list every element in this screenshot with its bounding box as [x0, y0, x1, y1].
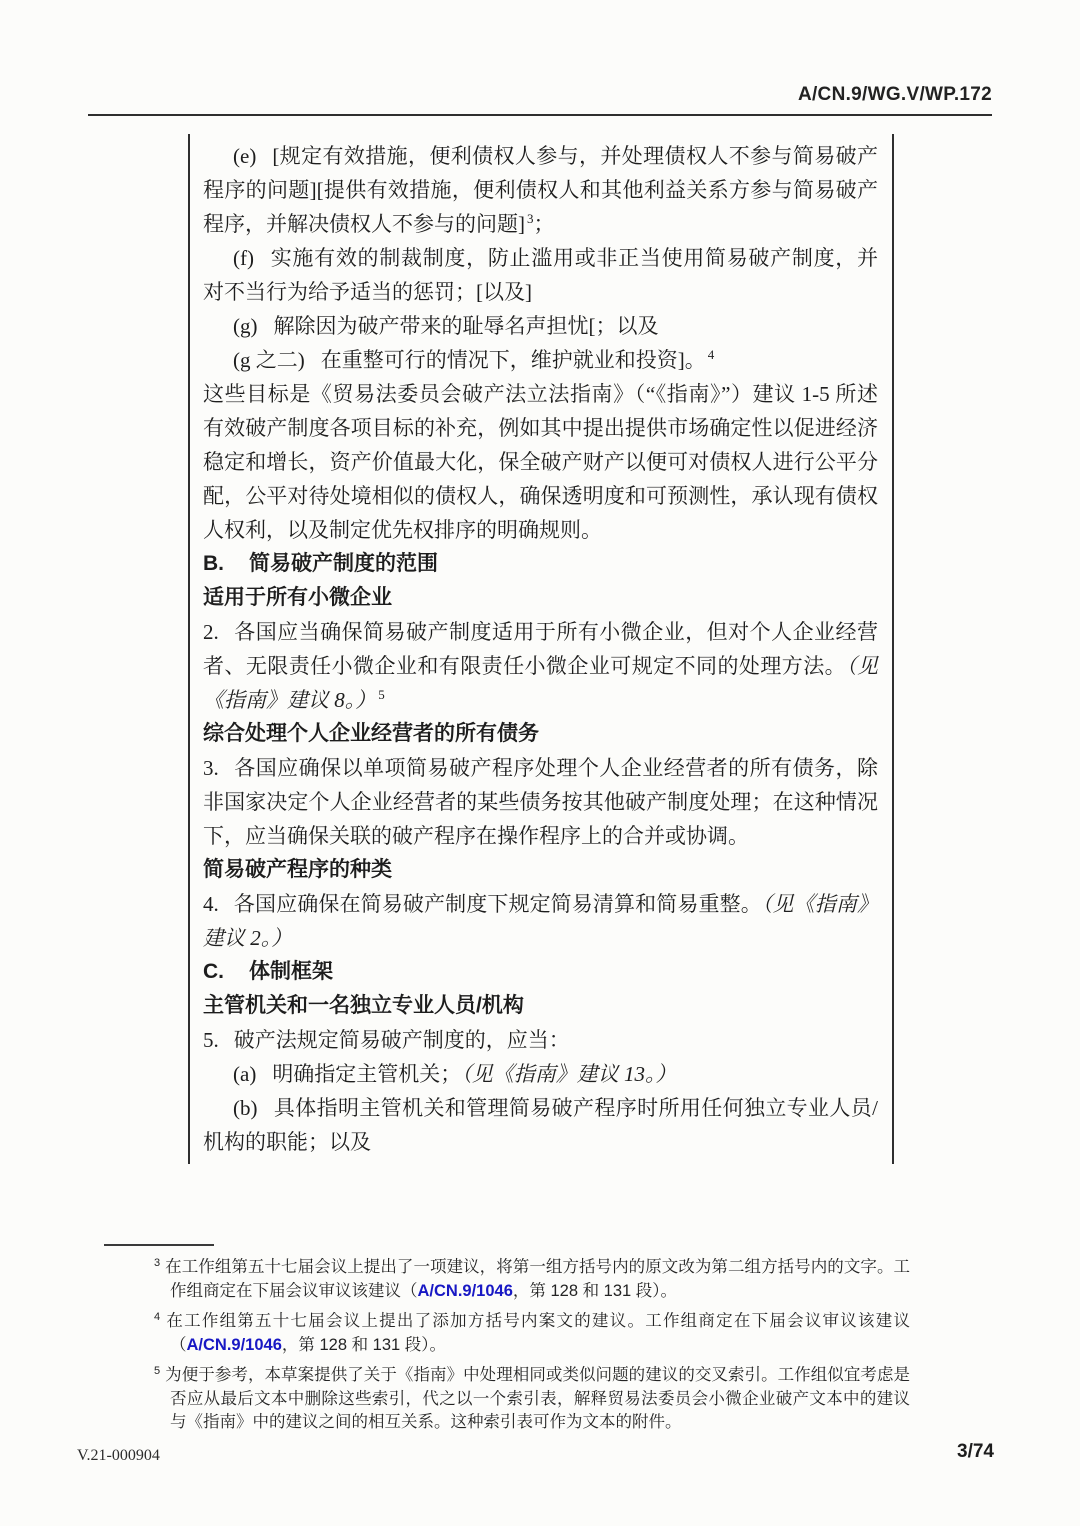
paragraph-4-see-ref: （见《指南》建议 2。）	[203, 892, 879, 950]
footnote-4-text: 在工作组第五十七届会议上提出了添加方括号内案文的建议。工作组商定在下届会议审议该建议（	[165, 1312, 910, 1354]
paragraph-g-bis	[203, 343, 878, 377]
footnote-ref-5: 5	[378, 687, 385, 702]
list-label-e: (e)	[233, 144, 257, 168]
footnote-4	[154, 1310, 910, 1357]
header-rule	[88, 114, 992, 116]
subheading-scope: 适用于所有小微企业	[203, 586, 392, 609]
heading-label-c: C.	[203, 960, 224, 983]
subheading-types: 简易破产程序的种类	[203, 858, 392, 881]
footnote-5-number: 5	[154, 1364, 161, 1377]
document-number: V.21-000904	[77, 1447, 160, 1464]
subheading-authority: 主管机关和一名独立专业人员/机构	[203, 994, 524, 1017]
footnote-4-number: 4	[154, 1310, 161, 1323]
paragraph-5-number: 5.	[203, 1028, 219, 1052]
paragraph-4-text: 各国应确保在简易破产制度下规定简易清算和简易重整。	[233, 892, 762, 916]
list-label-g: (g)	[233, 314, 258, 338]
footnote-5-text: 为便于参考，本草案提供了关于《指南》中处理相同或类似问题的建议的交叉索引。工作组似宜考虑是否应从最后文本中删除这些索引，代之以一个索引表，解释贸易法委员会小微企业破产文本中的建议与《指南》中的建议之间的相互关系。这种索引表可作为文本的附件。	[165, 1366, 910, 1431]
paragraph-objectives-text: 这些目标是《贸易法委员会破产法立法指南》（“《指南》”）建议 1-5 所述有效破产制度各项目标的补充，例如其中提出提供市场确定性以促进经济稳定和增长，资产价值最大化，保全破产财产以便可对债权人进行公平分配，公平对待处境相似的债权人，确保透明度和可预测性，承认现有债权人权利，以及制定优先权排序的明确规则。	[203, 382, 878, 542]
list-label-a: (a)	[233, 1062, 257, 1086]
footnote-ref-4: 4	[707, 347, 715, 362]
paragraph-5a-text: 明确指定主管机关；	[272, 1062, 462, 1086]
paragraph-3-number: 3.	[203, 756, 219, 780]
paragraph-5b-text: 具体指明主管机关和管理简易破产程序时所用任何独立专业人员/机构的职能；以及	[203, 1096, 878, 1154]
paragraph-5a-see-ref: （见《指南》建议 13。）	[461, 1062, 677, 1086]
document-link[interactable]: A/CN.9/1046	[186, 1335, 282, 1354]
footnote-5	[154, 1364, 910, 1435]
footnote-separator	[104, 1244, 214, 1246]
list-label-b: (b)	[233, 1096, 258, 1120]
paragraph-5a	[203, 1057, 878, 1091]
footnote-4-tail: ，第 128 和 131 段）。	[281, 1335, 447, 1354]
paragraph-g-bis-text: 在重整可行的情况下，维护就业和投资]。	[320, 348, 706, 372]
paragraph-e-text: [规定有效措施，便利债权人参与，并处理债权人不参与简易破产程序的问题][提供有效措施，便利债权人和其他利益关系方参与简易破产程序，并解决债权人不参与的问题]	[203, 144, 878, 236]
paragraph-4	[203, 887, 878, 955]
footnote-3-tail: ，第 128 和 131 段）。	[512, 1281, 678, 1300]
paragraph-5-text: 破产法规定简易破产制度的，应当：	[233, 1028, 570, 1052]
doc-symbol: A/CN.9/WG.V/WP.172	[797, 84, 992, 105]
page-number: 3/74	[957, 1441, 994, 1462]
paragraph-2-see-ref: （见《指南》建议 8。）	[203, 654, 878, 712]
footnote-ref-3: 3	[527, 211, 534, 226]
paragraph-f	[203, 241, 878, 309]
heading-b-text: 简易破产制度的范围	[249, 552, 438, 575]
paragraph-5b	[203, 1091, 878, 1159]
paragraph-e-tail: ；	[533, 212, 555, 236]
paragraph-2-number: 2.	[203, 620, 219, 644]
paragraph-5	[203, 1023, 878, 1057]
paragraph-3-text: 各国应确保以单项简易破产程序处理个人企业经营者的所有债务，除非国家决定个人企业经营者的某些债务按其他破产制度处理；在这种情况下，应当确保关联的破产程序在操作程序上的合并或协调。	[203, 756, 878, 848]
paragraph-3	[203, 751, 878, 853]
document-link[interactable]: A/CN.9/1046	[417, 1281, 513, 1300]
footnote-3-number: 3	[154, 1256, 161, 1269]
footnote-3	[154, 1256, 910, 1303]
paragraph-4-number: 4.	[203, 892, 219, 916]
section-heading-b	[203, 547, 878, 581]
recommendations-box	[188, 134, 894, 1164]
heading-c-text: 体制框架	[249, 960, 333, 983]
list-label-g-bis: (g 之二)	[233, 348, 305, 372]
paragraph-objectives	[203, 377, 878, 547]
paragraph-2-text: 各国应当确保简易破产制度适用于所有小微企业，但对个人企业经营者、无限责任小微企业和有限责任小微企业可规定不同的处理方法。	[203, 620, 878, 678]
heading-label-b: B.	[203, 552, 224, 575]
list-label-f: (f)	[233, 246, 254, 270]
section-heading-c	[203, 955, 878, 989]
subheading-debts: 综合处理个人企业经营者的所有债务	[203, 722, 539, 745]
paragraph-e	[203, 139, 878, 241]
paragraph-g-text: 解除因为破产带来的耻辱名声担忧[；以及	[273, 314, 659, 338]
footnote-3-text: 在工作组第五十七届会议上提出了一项建议，将第一组方括号内的原文改为第二组方括号内的文字。工作组商定在下届会议审议该建议（	[165, 1258, 910, 1300]
footnotes-section	[104, 1244, 910, 1442]
paragraph-g	[203, 309, 878, 343]
paragraph-2	[203, 615, 878, 717]
paragraph-f-text: 实施有效的制裁制度，防止滥用或非正当使用简易破产制度，并对不当行为给予适当的惩罚；[以及]	[203, 246, 878, 304]
